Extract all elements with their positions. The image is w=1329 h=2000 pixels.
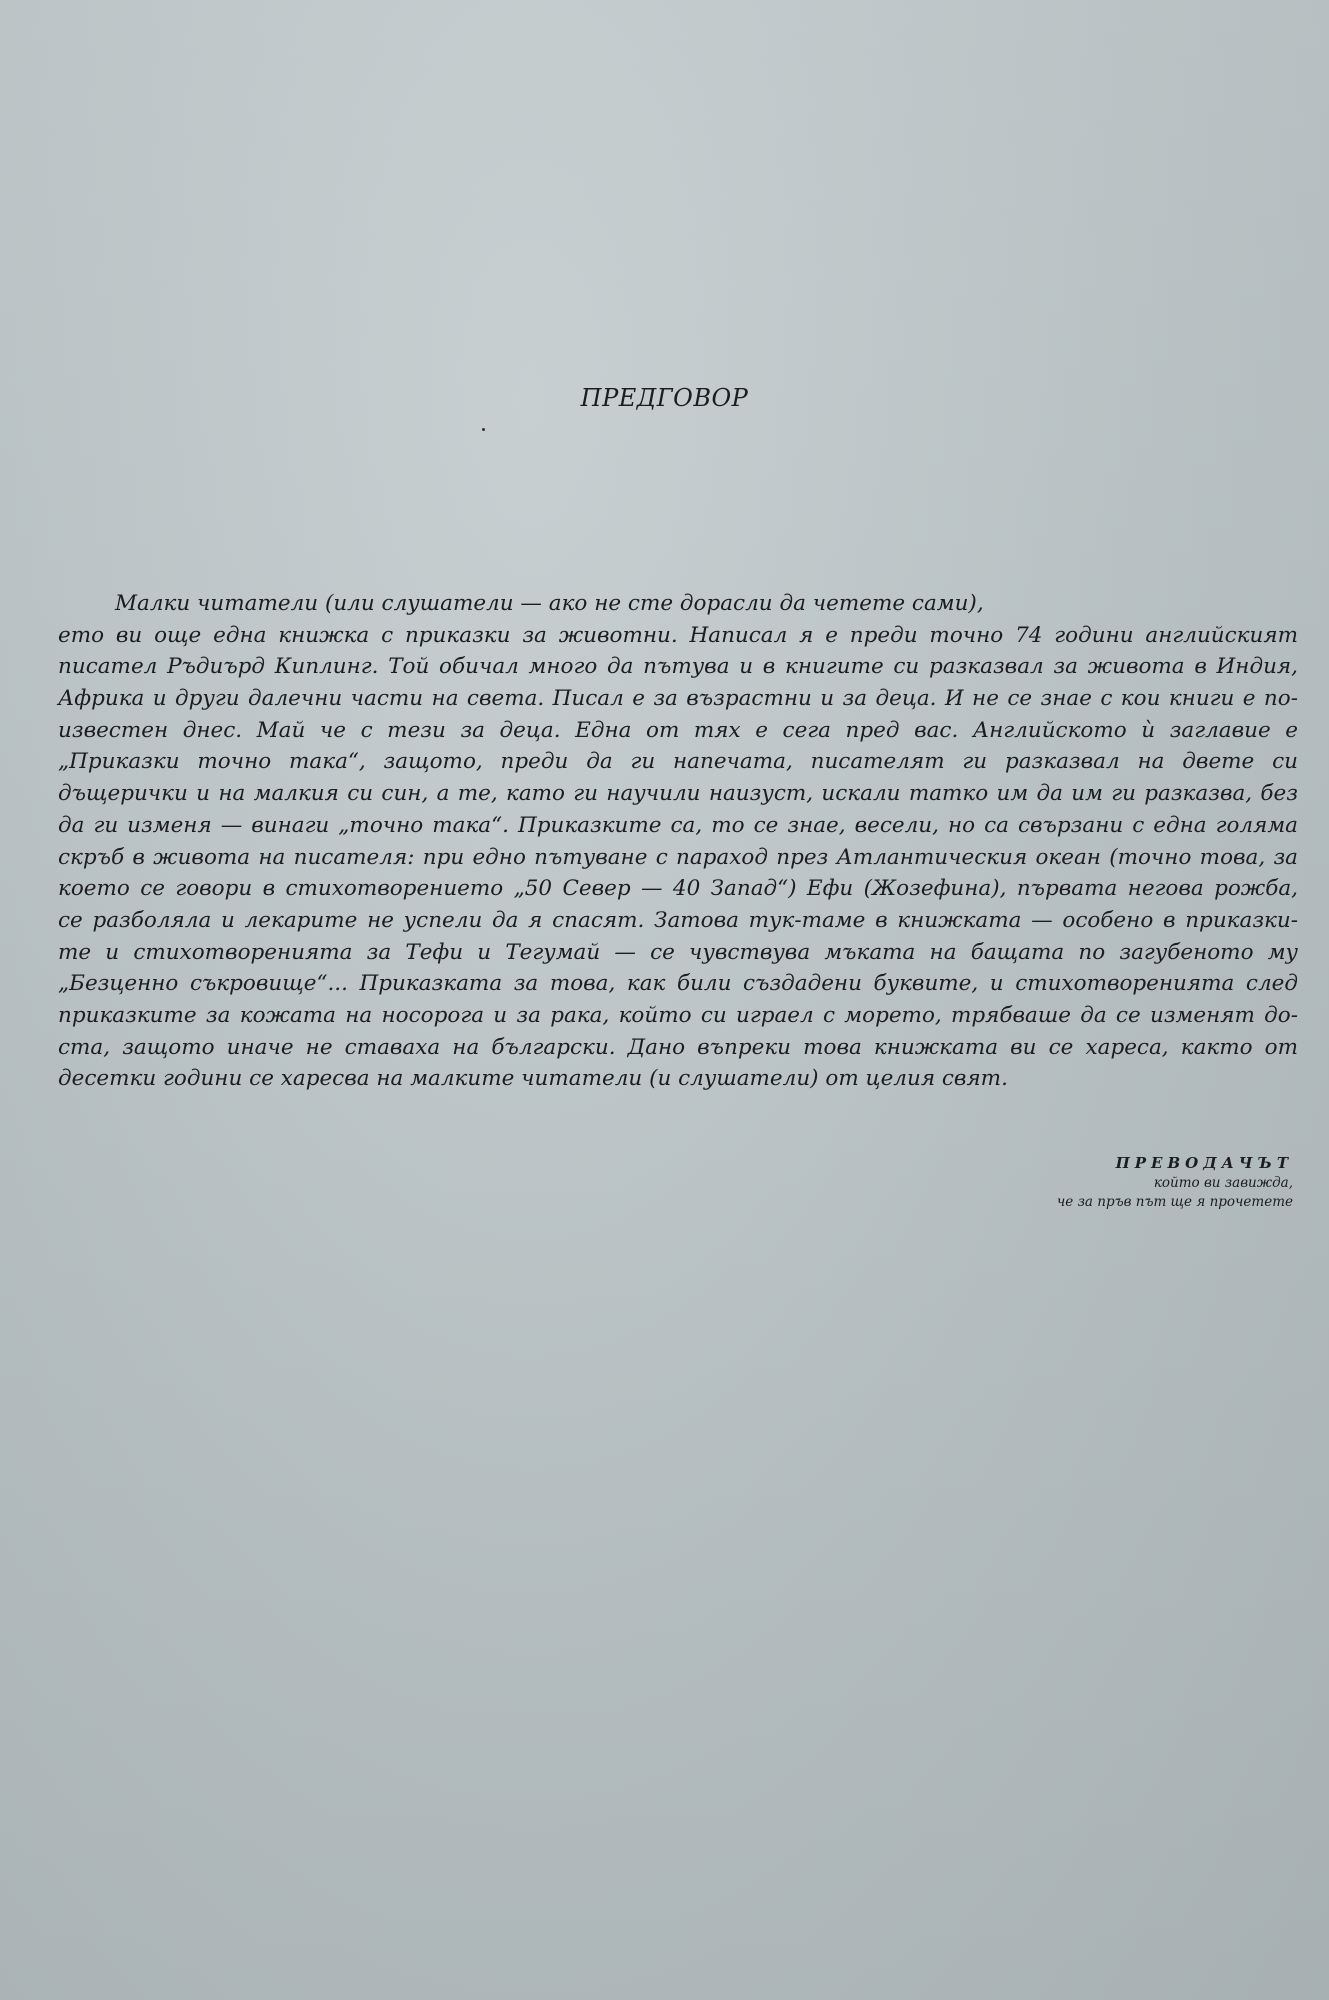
text-line: приказките за кожата на носорога и за рака, който си играел с морето, трябваше да се изменят до- (58, 1002, 1298, 1028)
text-line: което се говори в стихотворението „50 Север — 40 Запад“) Ефи (Жозефина), първата негова рожба, (58, 876, 1298, 902)
text-line: се разболяла и лекарите не успели да я спасят. Затова тук-таме в книжката — особено в приказки- (58, 907, 1298, 933)
text-line: да ги изменя — винаги „точно така“. Приказките са, то се знае, весели, но са свързани с една голяма (58, 812, 1298, 838)
translator-signature (893, 1152, 1293, 1212)
paper-speck (482, 428, 485, 431)
text-line: дъщерички и на малкия си син, а те, като ги научили наизуст, искали татко им да им ги разказва, без (58, 781, 1298, 807)
signature-line: който ви завижда, (1153, 1175, 1293, 1191)
text-line: „Приказки точно така“, защото, преди да ги напечата, писателят ги разказвал на двете си (58, 749, 1298, 775)
text-line: писател Ръдиърд Киплинг. Той обичал много да пътува и в книгите си разказвал за живота в Индия, (58, 654, 1298, 680)
signature-line: че за пръв път ще я прочетете (1056, 1194, 1293, 1210)
page-title: ПРЕДГОВОР (580, 384, 749, 412)
text-line: скръб в живота на писателя: при едно пътуване с параход през Атлантическия океан (точно това, за (58, 844, 1298, 870)
text-line: „Безценно съкровище“... Приказката за това, как били създадени буквите, и стихотворенията след (58, 971, 1298, 997)
text-line: ста, защото иначе не ставаха на български. Дано въпреки това книжката ви се хареса, както от (58, 1034, 1298, 1060)
text-line: известен днес. Май че с тези за деца. Една от тях е сега пред вас. Английското ѝ заглавие е (58, 717, 1298, 743)
text-line: те и стихотворенията за Тефи и Тегумай — се чувствува мъката на бащата по загубеното му (58, 939, 1298, 965)
preface-body (58, 588, 1298, 1095)
text-line: десетки години се харесва на малките читатели (и слушатели) от целия свят. (58, 1066, 1008, 1092)
text-line: Африка и други далечни части на света. Писал е за възрастни и за деца. И не се знае с кои книги е по- (58, 686, 1298, 712)
text-line: ето ви още една книжка с приказки за животни. Написал я е преди точно 74 години английският (58, 622, 1298, 648)
signature-name: ПРЕВОДАЧЪТ (1115, 1154, 1293, 1172)
text-line: Малки читатели (или слушатели — ако не сте дорасли да четете сами), (115, 591, 984, 616)
